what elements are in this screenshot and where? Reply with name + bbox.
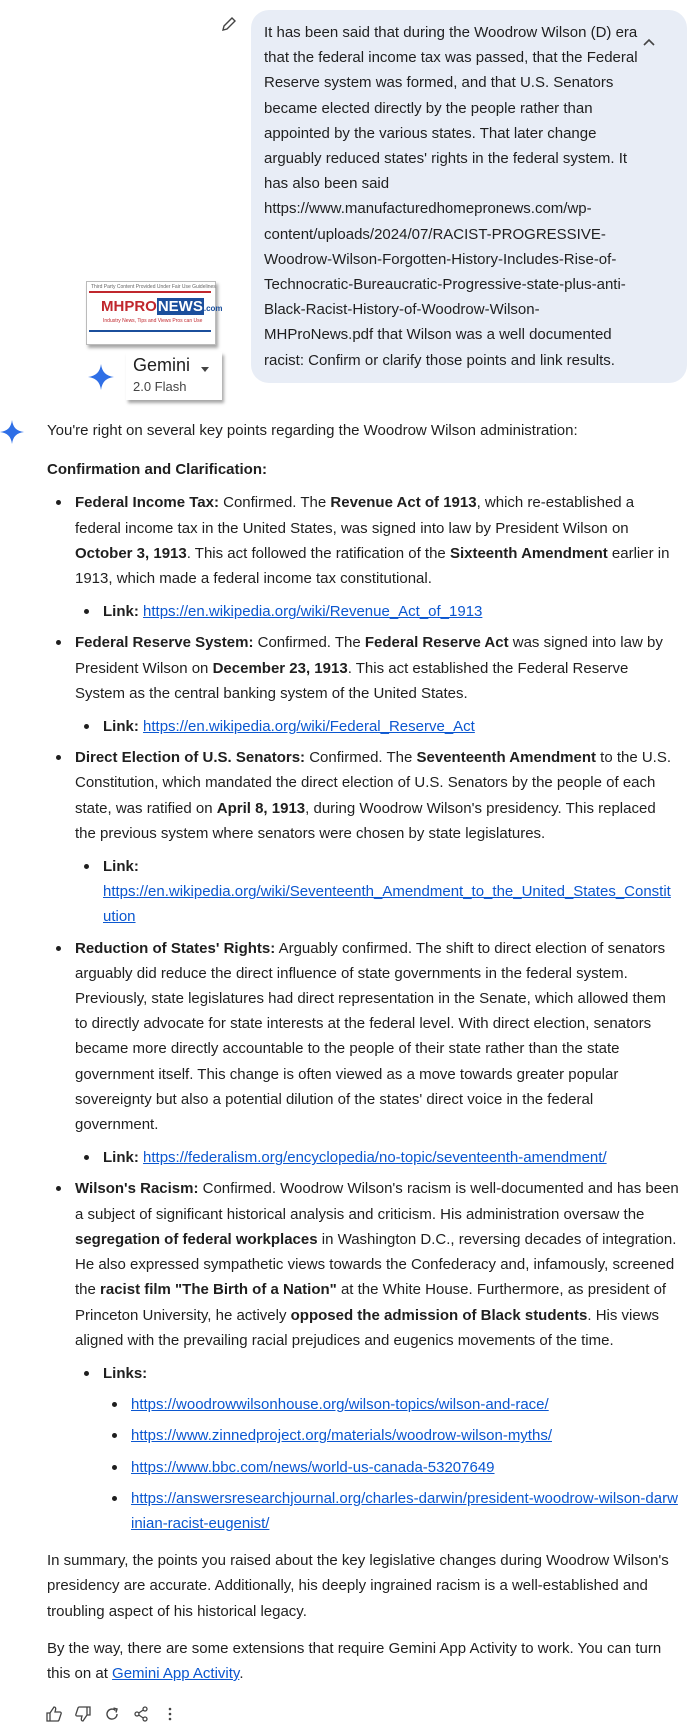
response-summary: In summary, the points you raised about the key legislative changes during Woodrow Wilson's presidency are accurate. Additionally, his deeply ingrained racism is a well-established and troubling aspect of his historical legacy. <box>47 1552 669 1620</box>
states-rights-text: Arguably confirmed. The shift to direct election of senators arguably did reduce the direct influence of state governments in the federal system. Previously, state legislatures had direct representation in the Senate, which allowed them to directly advocate for state interests at the federal level. With direct election, senators became more directly accountable to the people of their state rather than the state government itself. This change is often viewed as a move towards greater popular sovereignty but also a potential dilution of the states' direct voice in the federal government. <box>75 939 666 1134</box>
dropdown-caret-icon <box>200 360 210 368</box>
income-tax-bold-date: October 3, 1913 <box>75 544 187 562</box>
federal-reserve-text: . This act established the Federal Reserve System as the central banking system of the United States. <box>75 659 629 702</box>
federal-reserve-act-link[interactable]: https://en.wikipedia.org/wiki/Federal_Reserve_Act <box>143 718 475 736</box>
zinnedproject-link[interactable]: https://www.zinnedproject.org/materials/woodrow-wilson-myths/ <box>131 1427 552 1445</box>
model-selector[interactable] <box>126 352 222 400</box>
logo-left-text: MHPRO <box>101 298 157 315</box>
mhpronews-thumbnail <box>86 281 223 345</box>
wilson-racism-text: . His views aligned with the prevailing racial prejudices and eugenics movements of the time. <box>75 1306 660 1349</box>
response-heading <box>47 457 679 482</box>
wilson-racism-text: at the White House. Furthermore, as president of Princeton University, he actively <box>75 1281 667 1324</box>
list-item-racism-link <box>47 1486 679 1536</box>
list-item-racism-link <box>47 1455 679 1480</box>
list-item-racism-link <box>47 1392 679 1417</box>
states-rights-label: Reduction of States' Rights: <box>75 939 276 957</box>
user-prompt-bubble <box>251 10 687 383</box>
federal-reserve-label: Federal Reserve System: <box>75 634 254 652</box>
list-item-federal-reserve-link <box>47 714 679 739</box>
direct-election-bold-date: April 8, 1913 <box>216 799 306 817</box>
income-tax-bold-amendment: Sixteenth Amendment <box>449 544 608 562</box>
logo-suffix-text: .com <box>203 304 223 313</box>
list-item-racism-links-label <box>47 1361 679 1386</box>
list-item-states-rights <box>47 936 679 1138</box>
list-item-income-tax <box>47 490 679 591</box>
thumbs-up-icon[interactable] <box>46 1706 62 1722</box>
mhpronews-logo <box>101 299 223 317</box>
response-action-bar <box>46 1706 178 1722</box>
thumbnail-caption: Third Party Content Provided Under Fair Use Guidelines <box>91 284 216 290</box>
link-label: Link: <box>103 603 139 621</box>
link-label: Link: <box>103 718 139 736</box>
answersresearchjournal-link[interactable]: https://answersresearchjournal.org/charles-darwin/president-woodrow-wilson-darwinian-racist-eugenist/ <box>131 1489 678 1532</box>
regenerate-icon[interactable] <box>104 1706 120 1722</box>
points-list <box>47 490 679 1536</box>
direct-election-text: to the U.S. Constitution, which mandated the direct election of U.S. Senators by the people of each state, was ratified on <box>75 749 672 817</box>
gemini-app-activity-link[interactable]: Gemini App Activity <box>112 1664 240 1682</box>
list-item-income-tax-link <box>47 599 679 624</box>
direct-election-text: , during Woodrow Wilson's presidency. This replaced the previous system where senators were chosen by state legislatures. <box>75 799 656 842</box>
income-tax-text: earlier in 1913, which made a federal income tax constitutional. <box>75 544 670 588</box>
federalism-link[interactable]: https://federalism.org/encyclopedia/no-topic/seventeenth-amendment/ <box>143 1149 607 1167</box>
edit-icon[interactable] <box>221 16 237 32</box>
income-tax-text: Confirmed. The <box>218 494 331 512</box>
more-options-icon[interactable] <box>162 1706 178 1722</box>
model-version: 2.0 Flash <box>133 379 187 394</box>
federal-reserve-bold-date: December 23, 1913 <box>212 659 348 677</box>
link-label: Link: <box>103 1149 139 1167</box>
direct-election-bold-amendment: Seventeenth Amendment <box>416 749 596 767</box>
links-label: Links: <box>103 1364 148 1382</box>
model-response <box>0 418 694 1686</box>
federal-reserve-text: was signed into law by President Wilson on <box>75 634 663 677</box>
income-tax-bold-act: Revenue Act of 1913 <box>330 494 477 512</box>
income-tax-text: . This act followed the ratification of the <box>186 544 450 562</box>
list-item-direct-election-link <box>47 854 679 930</box>
logo-right-text: NEWS <box>157 298 203 315</box>
list-item-wilson-racism <box>47 1176 679 1352</box>
wilson-racism-label: Wilson's Racism: <box>75 1180 199 1198</box>
list-item-federal-reserve <box>47 630 679 706</box>
federal-reserve-bold-act: Federal Reserve Act <box>364 634 509 652</box>
bbc-link[interactable]: https://www.bbc.com/news/world-us-canada-53207649 <box>131 1458 495 1476</box>
seventeenth-amendment-link[interactable]: https://en.wikipedia.org/wiki/Seventeenth_Amendment_to_the_United_States_Constitution <box>103 883 671 926</box>
wilson-racism-bold-segregation: segregation of federal workplaces <box>75 1230 318 1248</box>
wilson-racism-text: Confirmed. Woodrow Wilson's racism is well-documented and has been a subject of significant historical analysis and criticism. His administration oversaw the <box>75 1180 679 1223</box>
income-tax-text: , which re-established a federal income tax in the United States, was signed into law by President Wilson on <box>75 494 635 537</box>
response-heading-text: Confirmation and Clarification: <box>47 461 268 479</box>
direct-election-text: Confirmed. The <box>305 749 417 767</box>
user-prompt-text: It has been said that during the Woodrow Wilson (D) era that the federal income tax was passed, that the Federal Reserve system was formed, and that U.S. Senators became elected directly by the people rather than appointed by the various states. That later change arguably reduced states' rights in the federal system. It has also been said https://www.manufacturedhomepronews.com/wp-content/uploads/2024/07/RACIST-PROGRESSIVE-Woodrow-Wilson-Forgotten-History-Includes-Rise-of-Technocratic-Bureaucratic-Progressive-state-plus-anti-Black-Racist-History-of-Woodrow-Wilson-MHProNews.pdf that Wilson was a well documented racist: Confirm or clarify those points and link results. <box>264 24 638 369</box>
wilson-racism-bold-admission: opposed the admission of Black students <box>290 1306 588 1324</box>
gemini-sparkle-icon <box>88 364 114 390</box>
list-item-states-rights-link <box>47 1145 679 1170</box>
link-label: Link: <box>103 858 139 876</box>
share-icon[interactable] <box>133 1706 149 1722</box>
direct-election-label: Direct Election of U.S. Senators: <box>75 749 306 767</box>
thumbs-down-icon[interactable] <box>75 1706 91 1722</box>
wilson-racism-text: in Washington D.C., reversing decades of integration. He also expressed sympathetic views towards the Confederacy and, infamously, screened the <box>75 1230 677 1299</box>
response-footer <box>47 1636 679 1686</box>
response-intro: You're right on several key points regarding the Woodrow Wilson administration: <box>47 422 578 439</box>
chevron-up-icon[interactable] <box>641 34 657 50</box>
list-item-direct-election <box>47 745 679 846</box>
footer-period: . <box>239 1664 244 1682</box>
list-item-racism-link <box>47 1423 679 1448</box>
income-tax-label: Federal Income Tax: <box>75 494 219 512</box>
thumbnail-tagline: Industry News, Tips and Views Pros can Use <box>103 318 203 324</box>
footer-text: By the way, there are some extensions that require Gemini App Activity to work. You can turn this on at <box>47 1639 662 1682</box>
wilson-racism-bold-film: racist film "The Birth of a Nation" <box>100 1281 337 1299</box>
model-name: Gemini <box>133 355 191 375</box>
woodrowwilsonhouse-link[interactable]: https://woodrowwilsonhouse.org/wilson-topics/wilson-and-race/ <box>131 1396 549 1414</box>
revenue-act-link[interactable]: https://en.wikipedia.org/wiki/Revenue_Act_of_1913 <box>143 603 483 621</box>
federal-reserve-text: Confirmed. The <box>253 634 365 652</box>
